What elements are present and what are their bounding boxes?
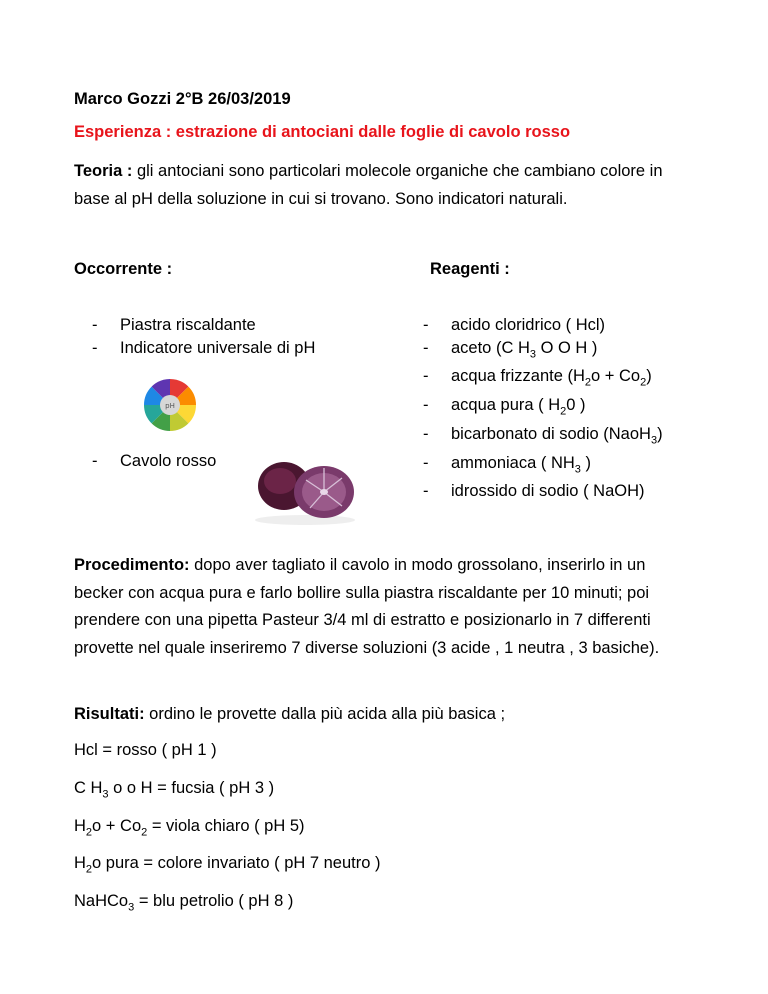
reagent-item: - idrossido di sodio ( NaOH) bbox=[423, 480, 663, 503]
theory-text: gli antociani sono particolari molecole organiche che cambiano colore in base al pH della soluzione in cui si trovano. Sono indicatori naturali. bbox=[74, 162, 663, 208]
reagent-item: - acqua pura ( $H_20$ ) bbox=[423, 394, 663, 423]
results-intro bbox=[74, 701, 505, 728]
ph-color-wheel-image bbox=[140, 375, 200, 435]
reagent-item: - aceto (C $H_3$ O O H ) bbox=[423, 337, 663, 366]
theory-paragraph bbox=[74, 158, 694, 213]
red-cabbage-image bbox=[250, 448, 360, 528]
procedure-label: Procedimento: bbox=[74, 556, 195, 574]
experiment-title: Esperienza : estrazione di antociani dalle foglie di cavolo rosso bbox=[74, 123, 571, 141]
reagents-list bbox=[423, 314, 663, 503]
equipment-heading: Occorrente : bbox=[74, 260, 173, 278]
results-label: Risultati: bbox=[74, 705, 150, 723]
header-line bbox=[74, 86, 291, 113]
equipment-list-bottom bbox=[92, 450, 216, 473]
reagents-heading: Reagenti : bbox=[430, 260, 510, 278]
procedure-text: dopo aver tagliato il cavolo in modo grossolano, inserirlo in un becker con acqua pura e farlo bollire sulla piastra riscaldante per 10 minuti; poi prendere con una pipetta Pasteur 3/4 ml di estratto e posizionarlo in 7 differenti provette nel quale inseriremo 7 diverse soluzioni (3 acide , 1 neutra , 3 basiche). bbox=[74, 556, 660, 657]
theory-label: Teoria : bbox=[74, 162, 137, 180]
procedure-paragraph bbox=[74, 552, 694, 662]
equipment-item: - Indicatore universale di pH bbox=[92, 337, 315, 360]
result-line: Hcl = rosso ( pH 1 ) bbox=[74, 741, 217, 759]
reagent-item: - acqua frizzante $(H_2o + Co_2)$ bbox=[423, 365, 663, 394]
result-line: C $H_3$ o o H = fucsia ( pH 3 ) bbox=[74, 779, 275, 801]
result-line: NaHCo$_3$ = blu petrolio ( pH 8 ) bbox=[74, 892, 294, 914]
reagent-item: - acido cloridrico ( Hcl) bbox=[423, 314, 663, 337]
ph-wheel-label: pH bbox=[165, 402, 175, 410]
result-line: $H_2o$ pura = colore invariato ( pH 7 neutro ) bbox=[74, 854, 381, 876]
results-text: ordino le provette dalla più acida alla più basica ; bbox=[149, 705, 506, 723]
equipment-item: - Piastra riscaldante bbox=[92, 314, 315, 337]
equipment-list-top bbox=[92, 314, 315, 359]
reagent-item: - bicarbonato di sodio (NaoH$_3$) bbox=[423, 423, 663, 452]
reagent-item: - ammoniaca ( $NH_3$ ) bbox=[423, 452, 663, 481]
equipment-item: - Cavolo rosso bbox=[92, 450, 216, 473]
author-class-date: Marco Gozzi 2°B 26/03/2019 bbox=[74, 90, 291, 108]
result-line: $H_2o + Co_2$ = viola chiaro ( pH 5) bbox=[74, 817, 305, 839]
